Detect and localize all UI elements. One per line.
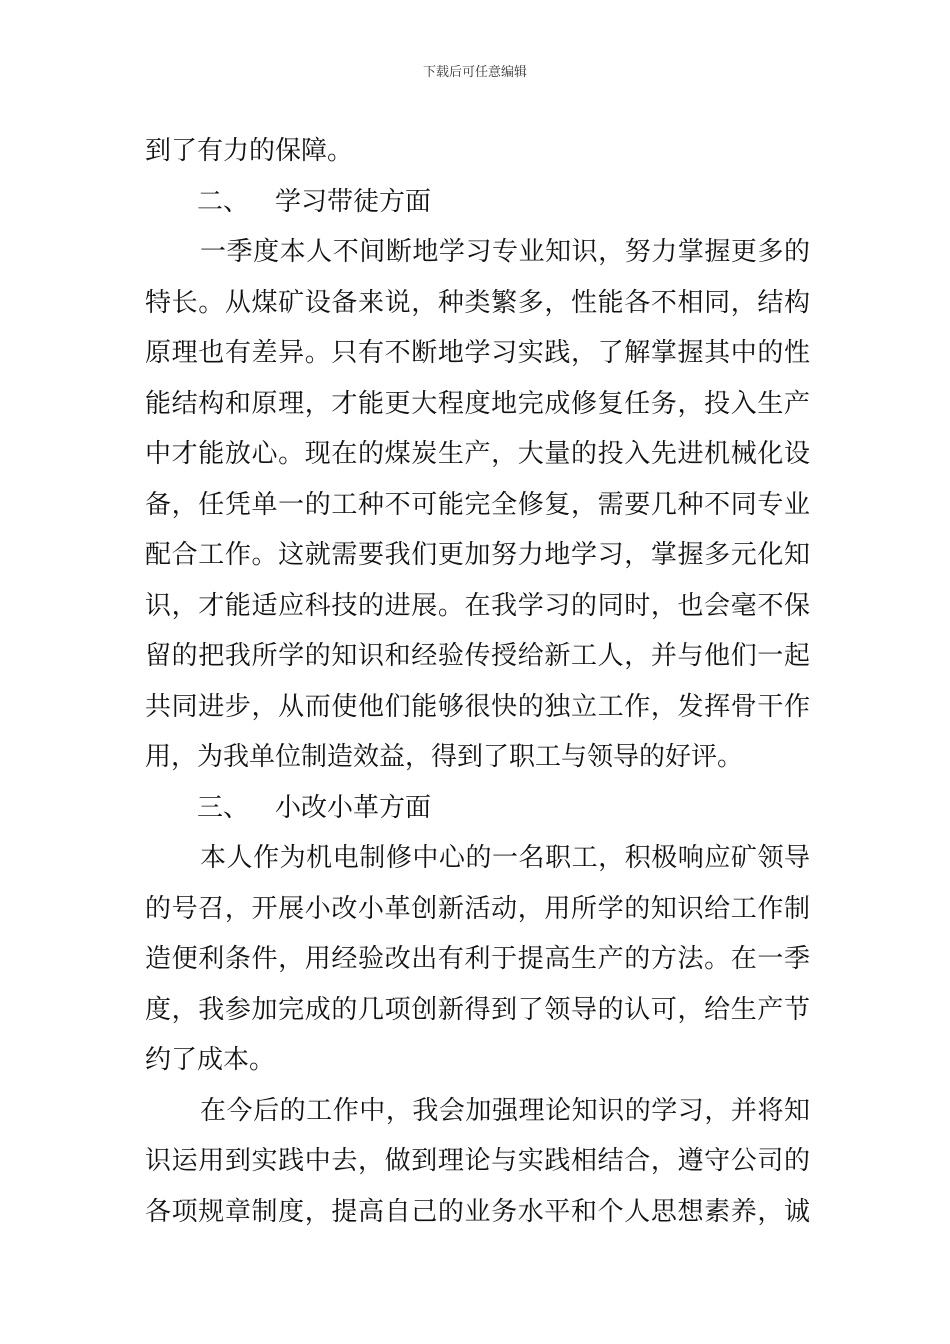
paragraph-line: 特长。从煤矿设备来说，种类繁多，性能各不相同，结构 [145, 287, 810, 318]
section-heading [145, 783, 810, 834]
paragraph-line: 中才能放心。现在的煤炭生产，大量的投入先进机械化设 [145, 439, 810, 469]
paragraph-first-line: 一季度本人不间断地学习专业知识，努力掌握更多的 [200, 237, 810, 267]
paragraph-line: 共同进步，从而使他们能够很快的独立工作，发挥骨干作 [145, 691, 810, 722]
paragraph-line: 度，我参加完成的几项创新得到了领导的认可，给生产节 [145, 994, 810, 1025]
paragraph-line: 能结构和原理，才能更大程度地完成修复任务，投入生产 [145, 388, 810, 419]
paragraph-line: 各项规章制度，提高自己的业务水平和个人思想素养，诚 [145, 1196, 810, 1227]
page-header: 下载后可任意编辑 [422, 65, 527, 80]
paragraph-line: 到了有力的保障。 [145, 136, 354, 166]
paragraph-first-line: 在今后的工作中，我会加强理论知识的学习，并将知 [200, 1095, 810, 1126]
paragraph-line: 识运用到实践中去，做到理论与实践相结合，遵守公司的 [145, 1146, 810, 1176]
paragraph-first-line: 本人作为机电制修中心的一名职工，积极响应矿领导 [200, 843, 810, 873]
paragraph-line: 原理也有差异。只有不断地学习实践，了解掌握其中的性 [145, 338, 810, 368]
paragraph-line: 的号召，开展小改小革创新活动，用所学的知识给工作制 [145, 893, 810, 924]
section-number: 三、 [197, 792, 250, 823]
paragraph-line: 留的把我所学的知识和经验传授给新工人，并与他们一起 [145, 641, 810, 671]
paragraph-line: 识，才能适应科技的进展。在我学习的同时，也会毫不保 [145, 590, 810, 621]
paragraph-line: 用，为我单位制造效益，得到了职工与领导的好评。 [145, 742, 744, 772]
section-title: 小改小革方面 [275, 792, 432, 823]
paragraph-line: 备，任凭单一的工种不可能完全修复，需要几种不同专业 [145, 489, 810, 520]
section-title: 学习带徒方面 [275, 186, 432, 217]
paragraph-line: 约了成本。 [145, 1045, 276, 1075]
section-number: 二、 [197, 186, 250, 217]
document-body [145, 126, 810, 1237]
paragraph-line: 配合工作。这就需要我们更加努力地学习，掌握多元化知 [145, 540, 810, 570]
paragraph-line: 造便利条件，用经验改出有利于提高生产的方法。在一季 [145, 944, 810, 974]
section-heading [145, 177, 810, 228]
